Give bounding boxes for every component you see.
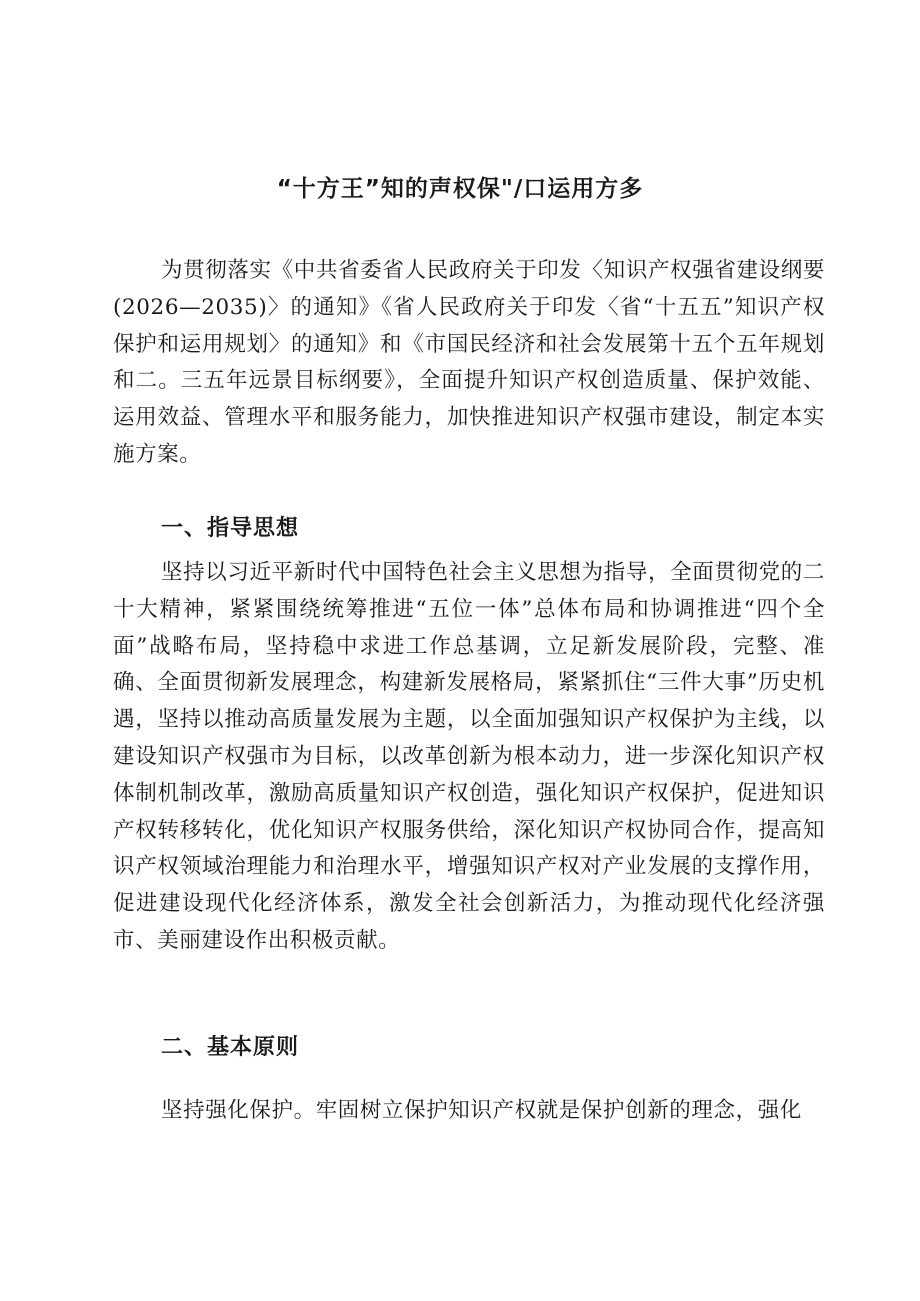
section-paragraph-basic-principles: 坚持强化保护。牢固树立保护知识产权就是保护创新的理念，强化 [161,1098,802,1123]
document-title: “十方王”知的声权保"/口运用方多 [276,176,644,202]
section-paragraph-guiding-ideology: 坚持以习近平新时代中国特色社会主义思想为指导，全面贯彻党的二十大精神，紧紧围绕统筹推进“五位一体”总体布局和协调推进“四个全面”战略布局，坚持稳中求进工作总基调，立足新发展阶段，完整、准确、全面贯彻新发展理念，构建新发展格局，紧紧抓住“三件大事”历史机遇，坚持以推动高质量发展为主题，以全面加强知识产权保护为主线，以建设知识产权强市为目标，以改革创新为根本动力，进一步深化知识产权体制机制改革，激励高质量知识产权创造，强化知识产权保护，促进知识产权转移转化，优化知识产权服务供给，深化知识产权协同合作，提高知识产权领域治理能力和治理水平，增强知识产权对产业发展的支撑作用，促进建设现代化经济体系，激发全社会创新活力，为推动现代化经济强市、美丽建设作出积极贡献。 [113,560,825,953]
intro-paragraph: 为贯彻落实《中共省委省人民政府关于印发〈知识产权强省建设纲要(2026—2035)〉的通知》《省人民政府关于印发〈省“十五五”知识产权保护和运用规划〉的通知》和《市国民经济和社会发展第十五个五年规划和二。三五年远景目标纲要》，全面提升知识产权创造质量、保护效能、运用效益、管理水平和服务能力，加快推进知识产权强市建设，制定本实施方案。 [113,258,825,467]
section-heading-basic-principles: 二、基本原则 [161,1035,300,1060]
section-heading-guiding-ideology: 一、指导思想 [161,516,300,541]
